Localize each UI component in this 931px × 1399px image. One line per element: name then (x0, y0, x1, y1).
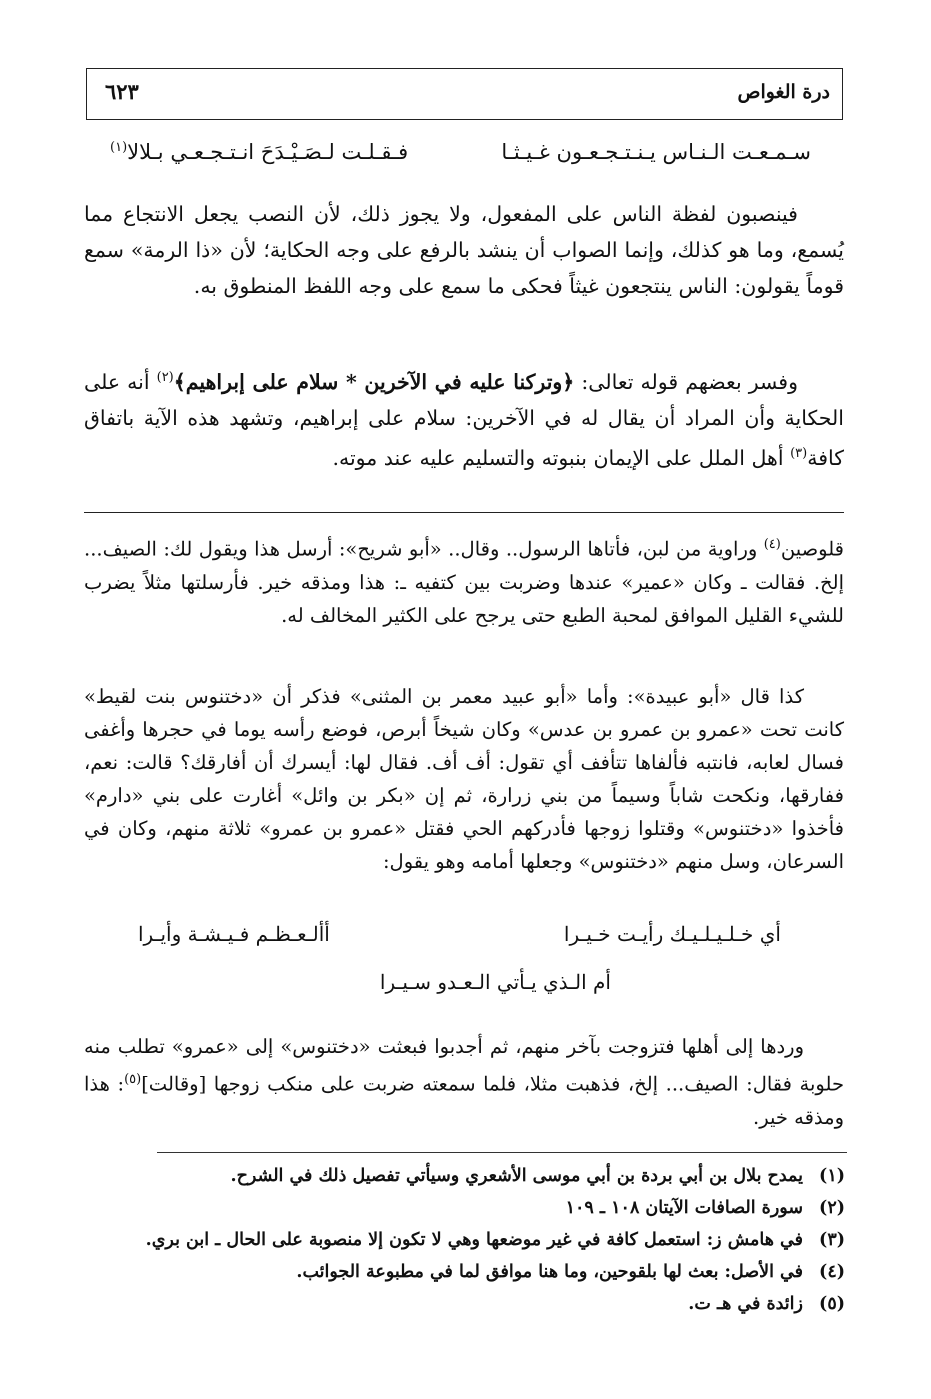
footnote-5 (85, 1288, 845, 1320)
notes-paragraph-2: كذا قال «أبو عبيدة»: وأما «أبو عبيد معمر بن المثنى» فذكر أن «دختنوس بنت لقيط» كانت تحت «عمرو بن عمرو بن عدس» وكان شيخاً أبرص، فوضع رأسه يوما في حجرها وأغفى فسال لعابه، فانتبه فألفاها تتأفف أي تقول: أف أف. فقال لها: أيسرك أن أفارقك؟ قالت: نعم، ففارقها، ونكحت شاباً وسيماً من بني زرارة، ثم إن «بكر بن وائل» أغارت على بني «دارم» فأخذوا «دختنوس» وقتلوا زوجها فأدركهم الحي فقتل «عمرو بن عمرو» ثلاثة منهم، وكان في السرعان، وسل منهم «دختنوس» وجعلها أمامه وهو يقول: (84, 685, 844, 873)
footnote-3 (85, 1224, 845, 1256)
verse-first-hemistich: سـمـعـت الـنـاس يـنـتـجـعـون غـيـثـا (501, 140, 811, 164)
footnote-2 (85, 1192, 845, 1224)
footnote-text: سورة الصافات الآيتان ١٠٨ ـ ١٠٩ (565, 1198, 803, 1218)
main-paragraph-1: فينصبون لفظة الناس على المفعول، ولا يجوز ذلك، لأن النصب يجعل الانتجاع مما يُسمع، وما هو كذلك، وإنما الصواب أن ينشد بالرفع على وجه الحكاية؛ لأن «ذا الرمة» سمع قوماً يقولون: الناس ينتجعون غيثاً فحكى ما سمع على وجه اللفظ المنطوق به. (84, 202, 844, 298)
page-number: ٦٢٣ (105, 79, 139, 104)
main-paragraph-2: وفسر بعضهم قوله تعالى: ﴿وتركنا عليه في الآخرين * سلام على إبراهيم﴾$^{(٢)}$ أنه على الحكاية وأن المراد أن يقال له في الآخرين: سلام على إبراهيم، وتشهد هذه الآية باتفاق كافة$^{(٣)}$ أهل الملل على الإيمان بنبوته والتسليم عليه عند موته. (84, 369, 844, 470)
notes-paragraph-1: قلوصين$^{(٤)}$ وراوية من لبن، فأتاها الرسول.. وقال.. «أبو شريح»: أرسل هذا ويقول لك: الصيف... إلخ. فقالت ـ وكان «عمير» عندها وضربت بين كتفيه ـ: هذا ومذقه خير. فأرسلتها مثلاً يضرب للشيء القليل الموافق لمحبة الطبع حتى يرجح على الكثير المخالف له. (84, 537, 844, 627)
footnote-ref: (٣) (790, 445, 808, 461)
footnote-ref: (١) (110, 140, 128, 155)
footnote-text: في الأصل: بعث لها بلقوحين، وما هنا موافق لما في مطبوعة الجوائب. (296, 1262, 803, 1282)
footnote-number: (٢) (819, 1198, 845, 1218)
quran-verse: ﴿وتركنا عليه في الآخرين * سلام على إبراهيم﴾ (173, 369, 575, 394)
footnote-4 (85, 1256, 845, 1288)
verse2-third-line: أم الـذي يـأتي الـعـدو سـيـرا (379, 970, 611, 994)
footnote-number: (٥) (819, 1294, 845, 1314)
section-divider (84, 512, 844, 513)
footnote-text: يمدح بلال بن أبي بردة بن أبي موسى الأشعري وسيأتي تفصيل ذلك في الشرح. (230, 1166, 803, 1186)
footnote-text: في هامش ز: استعمل كافة في غير موضعها وهي لا تكون إلا منصوبة على الحال ـ ابن بري. (145, 1230, 803, 1250)
footnote-number: (٤) (819, 1262, 845, 1282)
footnote-number: (٣) (819, 1230, 845, 1250)
footnote-number: (١) (819, 1166, 845, 1186)
footnote-ref: (٢) (156, 370, 174, 385)
book-title: درة الغواص (737, 81, 830, 103)
footnote-ref: (٥) (124, 1072, 142, 1087)
footnote-1 (85, 1160, 845, 1192)
verse2-first-hemistich: أي خـلـيـلـيـك رأيـت خـيـرا (563, 922, 781, 946)
verse2-second-hemistich: أألـعـظـم فـيـشـة وأيـرا (138, 922, 330, 946)
footnotes (85, 1160, 845, 1320)
footnote-text: زائدة في هـ ت. (688, 1294, 803, 1314)
footnote-divider (157, 1152, 847, 1153)
verse-second-hemistich: فـقـلـت لـصَـيْـدَحَ انـتـجـعـي بـلالا$^{(١)}$ (110, 140, 409, 164)
page-header (86, 68, 843, 120)
notes-paragraph-3: وردها إلى أهلها فتزوجت بآخر منهم، ثم أجدبوا فبعثت «دختنوس» إلى «عمرو» تطلب منه حلوبة فقال: الصيف... إلخ، فذهبت مثلا، فلما سمعته ضربت على منكب زوجها [وقالت]$^{(٥)}$: هذا ومذقه خير. (84, 1035, 844, 1129)
footnote-ref: (٤) (763, 537, 781, 552)
